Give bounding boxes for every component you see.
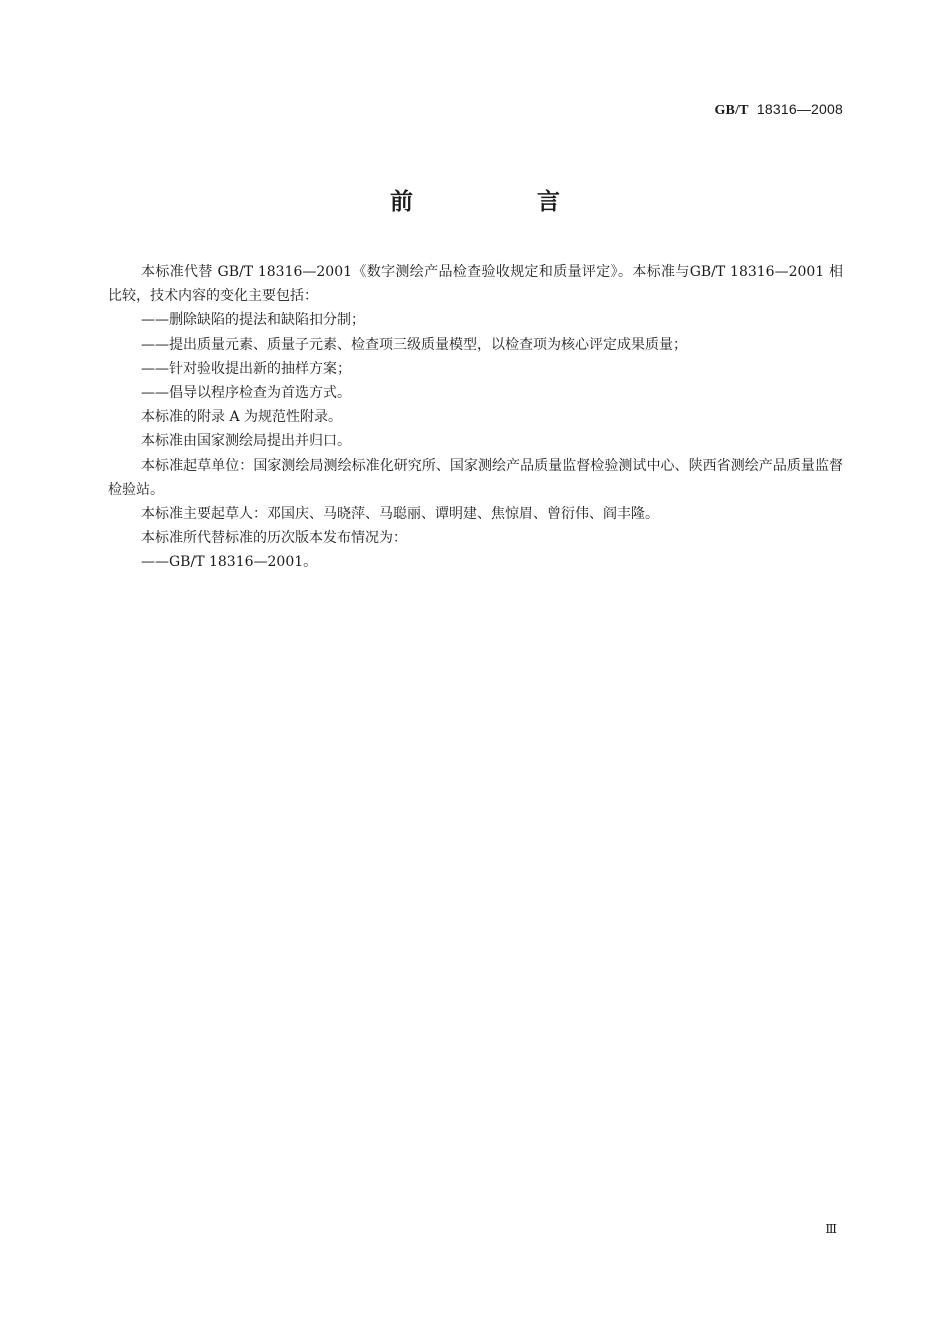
paragraph-version-history: 本标准所代替标准的历次版本发布情况为： bbox=[141, 530, 407, 547]
page-title: 前 言 bbox=[389, 189, 618, 215]
page-number: Ⅲ bbox=[825, 1222, 837, 1236]
list-item-change: ——倡导以程序检查为首选方式。 bbox=[141, 385, 351, 402]
standard-code bbox=[714, 101, 843, 119]
list-item-change: ——删除缺陷的提法和缺陷扣分制； bbox=[141, 312, 365, 329]
paragraph-proposer: 本标准由国家测绘局提出并归口。 bbox=[141, 433, 351, 450]
list-item-previous-version: ——GB/T 18316—2001。 bbox=[141, 554, 318, 571]
foreword-body bbox=[108, 260, 843, 575]
standard-code-number: 18316—2008 bbox=[756, 101, 843, 117]
standard-code-prefix: GB/T bbox=[714, 103, 749, 118]
paragraph-replacement-statement: 本标准代替 GB/T 18316—2001《数字测绘产品检查验收规定和质量评定》。本标准与GB/T 18316—2001 相比较，技术内容的变化主要包括： bbox=[108, 264, 843, 305]
paragraph-drafting-units: 本标准起草单位：国家测绘局测绘标准化研究所、国家测绘产品质量监督检验测试中心、陕西省测绘产品质量监督检验站。 bbox=[108, 457, 843, 498]
paragraph-appendix-note: 本标准的附录 A 为规范性附录。 bbox=[141, 409, 343, 426]
list-item-change: ——提出质量元素、质量子元素、检查项三级质量模型，以检查项为核心评定成果质量； bbox=[141, 336, 687, 353]
paragraph-drafters: 本标准主要起草人：邓国庆、马晓萍、马聪丽、谭明建、焦惊眉、曾衍伟、阎丰隆。 bbox=[141, 506, 659, 523]
list-item-change: ——针对验收提出新的抽样方案； bbox=[141, 360, 351, 377]
